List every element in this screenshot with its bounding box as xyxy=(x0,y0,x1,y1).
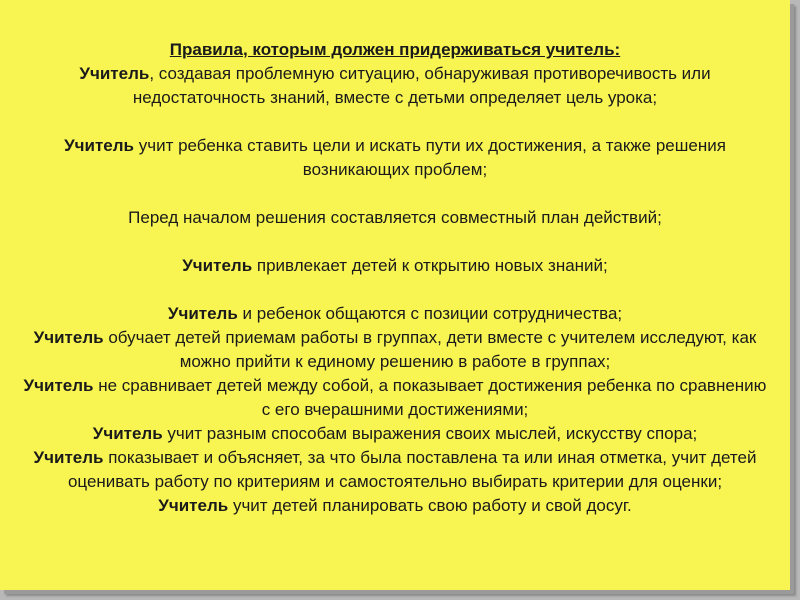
rule-text: обучает детей приемам работы в группах, дети вместе с учителем исследуют, как можно прийти к единому решению в работе в группах; xyxy=(103,328,757,371)
rule-keyword: Учитель xyxy=(64,136,134,155)
rule-text: привлекает детей к открытию новых знаний; xyxy=(252,256,608,275)
rule-keyword: Учитель xyxy=(182,256,253,275)
rule-text: учит разным способам выражения своих мыслей, искусству спора; xyxy=(162,424,698,443)
slide-content xyxy=(20,38,770,518)
rule-1 xyxy=(20,62,770,110)
rule-keyword: Учитель xyxy=(23,376,94,395)
rule-4 xyxy=(20,254,770,278)
rule-text: показывает и объясняет, за что была поставлена та или иная отметка, учит детей оценивать работу по критериям и самостоятельно выбирать критерии для оценки; xyxy=(67,448,757,491)
rule-2 xyxy=(20,134,770,182)
rule-text: Перед началом решения составляется совместный план действий; xyxy=(128,208,662,227)
rule-text: не сравнивает детей между собой, а показывает достижения ребенка по сравнению с его вчерашними достижениями; xyxy=(93,376,767,419)
rule-3 xyxy=(20,206,770,230)
rule-9 xyxy=(20,446,770,494)
rule-keyword: Учитель xyxy=(92,424,163,443)
rule-keyword: Учитель xyxy=(33,328,104,347)
spacer xyxy=(20,182,770,206)
rule-10 xyxy=(20,494,770,518)
spacer xyxy=(20,278,770,302)
rule-text: , создавая проблемную ситуацию, обнаруживая противоречивость или недостаточность знаний, вместе с детьми определяет цель урока; xyxy=(132,64,711,107)
spacer xyxy=(20,110,770,134)
rule-8 xyxy=(20,422,770,446)
rule-text: учит детей планировать свою работу и свой досуг. xyxy=(228,496,632,515)
rule-6 xyxy=(20,326,770,374)
spacer xyxy=(20,230,770,254)
slide-title: Правила, которым должен придерживаться учитель: xyxy=(169,40,621,59)
rule-text: и ребенок общаются с позиции сотрудничества; xyxy=(237,304,623,323)
rule-keyword: Учитель xyxy=(167,304,238,323)
rule-keyword: Учитель xyxy=(33,448,104,467)
rule-7 xyxy=(20,374,770,422)
rule-text: учит ребенка ставить цели и искать пути их достижения, а также решения возникающих проблем; xyxy=(134,136,726,179)
rule-5 xyxy=(20,302,770,326)
rule-keyword: Учитель xyxy=(158,496,229,515)
rule-keyword: Учитель xyxy=(79,64,150,83)
